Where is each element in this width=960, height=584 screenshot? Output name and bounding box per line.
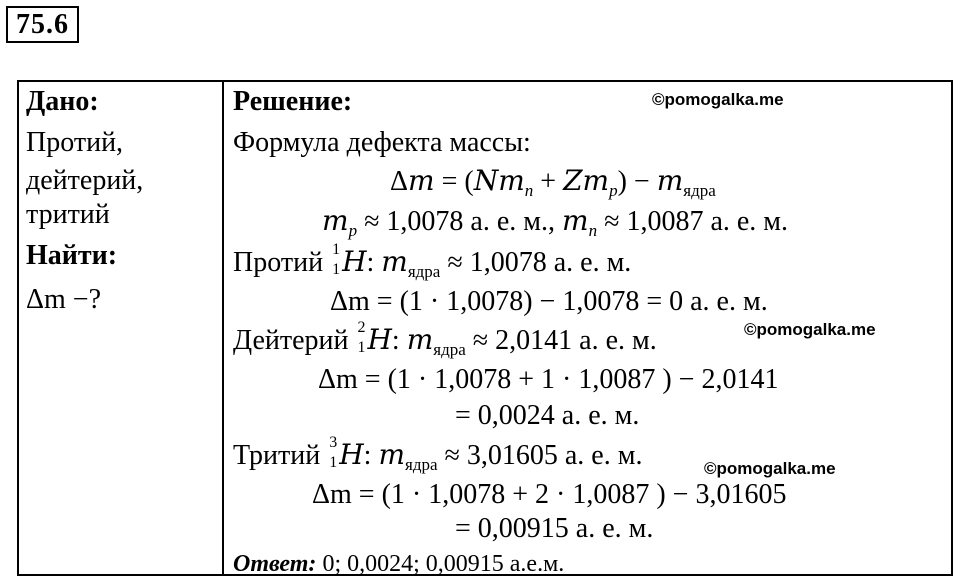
deuterium-result: = 0,0024 а. е. м.: [455, 400, 640, 431]
protium-label: Протий: [233, 247, 324, 278]
column-divider: [222, 80, 224, 576]
tritium-mass: ≈ 3,01605 а. е. м.: [444, 440, 643, 471]
given-heading: Дано:: [26, 86, 99, 117]
given-line-2: дейтерий,: [26, 165, 144, 196]
tritium-result: = 0,00915 а. е. м.: [455, 513, 654, 544]
deuterium-calc: Δm = (1 · 1,0078 + 1 · 1,0087 ) − 2,0141: [318, 364, 779, 395]
solution-heading: Решение:: [233, 86, 353, 117]
protium-mass: ≈ 1,0078 а. е. м.: [447, 247, 632, 278]
answer-label: Ответ:: [233, 551, 317, 577]
deuterium-label: Дейтерий: [233, 325, 349, 356]
defect-formula: $\Delta m = (Nm_n + Zm_p) - m_{ядра}$: [390, 164, 716, 200]
mp-value: ≈ 1,0078 а. е. м.,: [364, 206, 556, 237]
deuterium-line: Дейтерий 2 1 H: $m_{ядра} \approx 2,0141$ а. е. м.: [233, 319, 657, 359]
given-line-3: тритий: [26, 199, 110, 230]
find-heading: Найти:: [26, 240, 118, 271]
problem-number: 75.6: [6, 6, 79, 43]
tritium-calc: Δm = (1 · 1,0078 + 2 · 1,0087 ) − 3,01605: [312, 479, 787, 510]
deuterium-mass: ≈ 2,0141 а. е. м.: [472, 325, 657, 356]
nucleon-masses: $m_p \approx 1,0078$ а. е. м., $m_n \approx 1,0087$ а. е. м.: [322, 204, 789, 240]
watermark-3: ©pomogalka.me: [704, 459, 836, 478]
tritium-line: Тритий 3 1 H: $m_{ядра} \approx 3,01605$ а. е. м.: [233, 434, 643, 474]
defect-intro: Формула дефекта массы:: [233, 127, 531, 158]
find-value: Δm −?: [26, 284, 102, 315]
watermark-1: ©pomogalka.me: [652, 90, 784, 109]
answer-value: 0; 0,0024; 0,00915 а.е.м.: [322, 551, 565, 577]
mn-value: ≈ 1,0087 а. е. м.: [604, 206, 789, 237]
tritium-label: Тритий: [233, 440, 321, 471]
protium-line: Протий 1 1 H: $m_{ядра} \approx 1,0078$ а. е. м.: [233, 241, 632, 281]
answer-line: [233, 546, 564, 582]
given-line-1: Протий,: [26, 127, 124, 158]
protium-calc: Δm = (1 · 1,0078) − 1,0078 = 0 а. е. м.: [330, 286, 768, 317]
watermark-2: ©pomogalka.me: [744, 320, 876, 339]
